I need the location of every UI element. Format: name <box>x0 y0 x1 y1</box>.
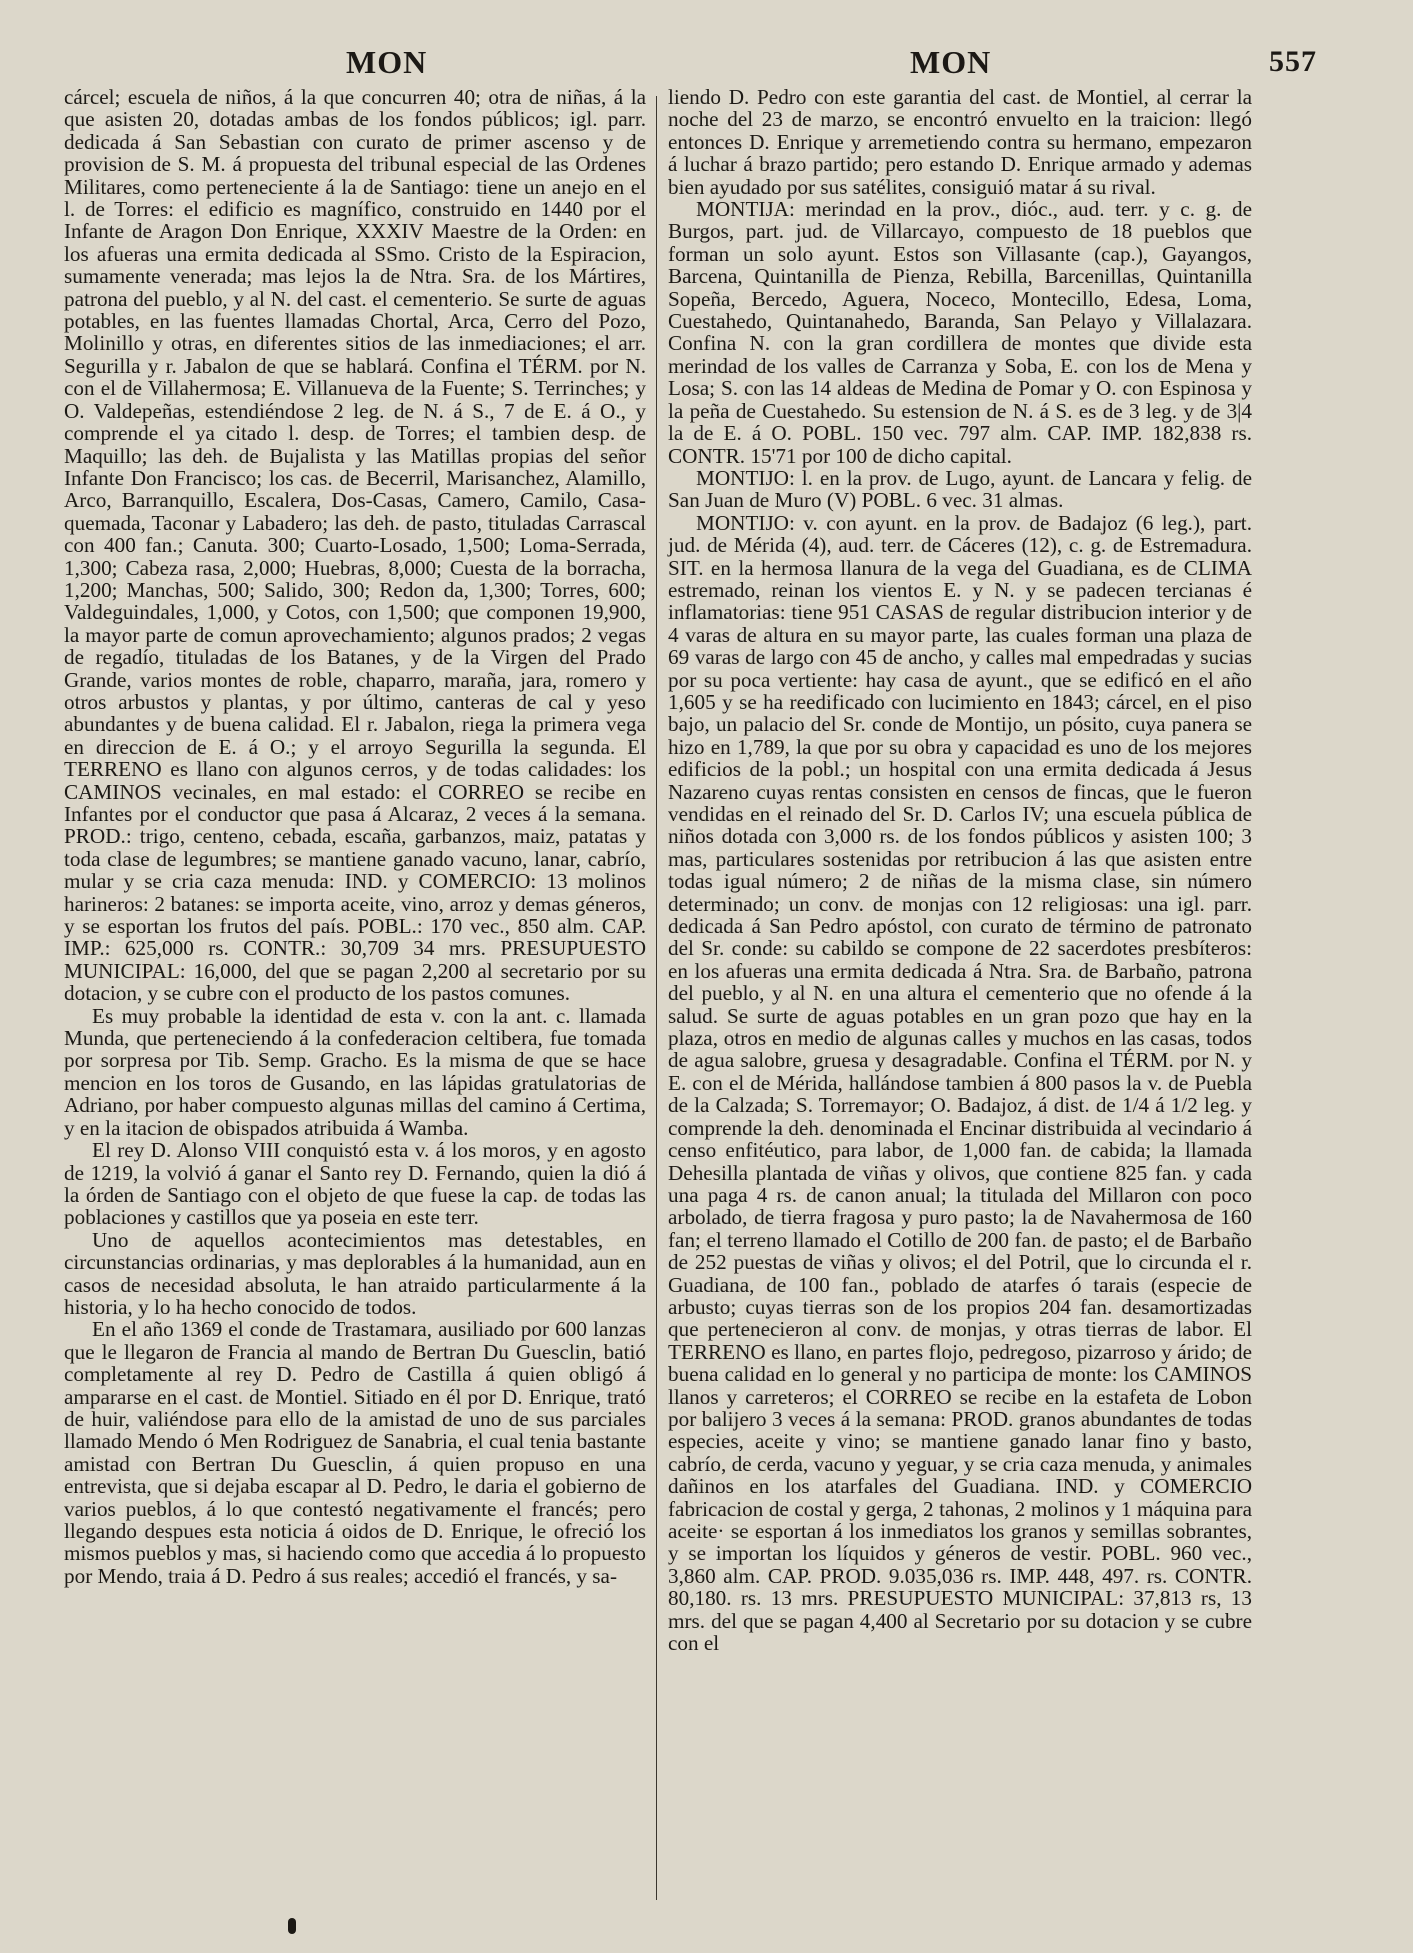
column-divider <box>656 96 657 1900</box>
left-paragraph-3: El rey D. Alonso VIII conquistó esta v. á los moros, y en agosto de 1219, la volvió á ganar el Santo rey D. Fernando, quien la dió á la órden de Santiago con el objeto de que fuese la cap. de todas las poblaciones y castillos que ya poseia en este terr. <box>64 1138 646 1230</box>
right-column <box>668 86 1252 1654</box>
left-paragraph-1: cárcel; escuela de niños, á la que concurren 40; otra de niñas, á la que asisten 20, dotadas ambas de los fondos públicos; igl. parr. dedicada á San Sebastian con curato de primer ascenso y de provision de S. M. á propuesta del tribunal especial de las Ordenes Militares, como perteneciente á la de Santiago: tiene un anejo en el l. de Torres: el edificio es magnífico, construido en 1440 por el Infante de Aragon Don Enrique, XXXIV Maestre de la Orden: en los afueras una ermita dedicada al SSmo. Cristo de la Espiracion, sumamente venerada; mas lejos la de Ntra. Sra. de los Mártires, patrona del pueblo, y al N. del cast. el cementerio. Se surte de aguas potables, en las fuentes llamadas Chortal, Arca, Cerro del Pozo, Molinillo y otras, en diferentes sitios de las inmediaciones; el arr. Segurilla y r. Jabalon de que se hablará. Confina el TÉRM. por N. con el de Villahermosa; E. Villanueva de la Fuente; S. Terrinches; y O. Valdepeñas, estendiéndose 2 leg. de N. á S., 7 de E. á O., y comprende el ya citado l. desp. de Torres; el tambien desp. de Maquillo; las deh. de Bujalista y las Matillas propias del señor Infante Don Francisco; los cas. de Becerril, Marisanchez, Alamillo, Arco, Barranquillo, Escalera, Dos-Casas, Camero, Camilo, Casa-quemada, Taconar y Labadero; las deh. de pasto, tituladas Carrascal con 400 fan.; Canuta. 300; Cuarto-Losado, 1,500; Loma-Serrada, 1,300; Cabeza rasa, 2,000; Huebras, 8,000; Cuesta de la borracha, 1,200; Manchas, 500; Salido, 300; Redon da, 1,300; Torres, 600; Valdeguindales, 1,000, y Cotos, con 1,500; que componen 19,900, la mayor parte de comun aprovechamiento; algunos prados; 2 vegas de regadío, tituladas de los Batanes, y de la Virgen del Prado Grande, varios montes de roble, chaparro, maraña, jara, romero y otros arbustos y plantas, y por último, canteras de cal y yeso abundantes y de buena calidad. El r. Jabalon, riega la primera vega en direccion de E. á O.; y el arroyo Segurilla la segunda. El TERRENO es llano con algunos cerros, y de todas calidades: los CAMINOS vecinales, en mal estado: el CORREO se recibe en Infantes por el conductor que pasa á Alcaraz, 2 veces á la semana. PROD.: trigo, centeno, cebada, escaña, garbanzos, maiz, patatas y toda clase de legumbres; se mantiene ganado vacuno, lanar, cabrío, mular y se cria caza menuda: IND. y COMERCIO: 13 molinos harineros: 2 batanes: se importa aceite, vino, arroz y demas géneros, y se esportan los frutos del país. POBL.: 170 vec., 850 alm. CAP. IMP.: 625,000 rs. CONTR.: 30,709 34 mrs. PRESUPUESTO MUNICIPAL: 16,000, del que se pagan 2,200 al secretario por su dotacion, y se cubre con el producto de los pastos comunes. <box>64 85 646 1006</box>
left-paragraph-4: Uno de aquellos acontecimientos mas detestables, en circunstancias ordinarias, y mas deplorables á la humanidad, aun en casos de necesidad absoluta, le han atraido particularmente á la historia, y lo ha hecho conocido de todos. <box>64 1227 646 1319</box>
left-paragraph-5: En el año 1369 el conde de Trastamara, ausiliado por 600 lanzas que le llegaron de Francia al mando de Bertran Du Guesclin, batió completamente al rey D. Pedro de Castilla á quien obligó á ampararse en el cast. de Montiel. Sitiado en él por D. Enrique, trató de huir, valiéndose para ello de la amistad de uno de sus parciales llamado Mendo ó Men Rodriguez de Sanabria, el cual tenia bastante amistad con Bertran Du Guesclin, á quien propuso en una entrevista, que si dejaba escapar al D. Pedro, le daria el gobierno de varios pueblos, á lo que contestó negativamente el francés; pero llegando despues esta noticia á oidos de D. Enrique, le ofreció los mismos pueblos y mas, si haciendo como que accedia á lo propuesto por Mendo, traia á D. Pedro á sus reales; accedió el francés, y sa- <box>64 1317 646 1588</box>
ink-blot <box>288 1918 296 1934</box>
running-head-left: MON <box>346 44 428 80</box>
right-paragraph-1: liendo D. Pedro con este garantia del cast. de Montiel, al cerrar la noche del 23 de marzo, se encontró envuelto en la traicion: llegó entonces D. Enrique y arremetiendo contra su hermano, empezaron á luchar á brazo partido; pero estando D. Enrique armado y ademas bien ayudado por sus satélites, consiguió matar á su rival. <box>668 85 1252 199</box>
entry-montijo-lugo: MONTIJO: l. en la prov. de Lugo, ayunt. de Lancara y felig. de San Juan de Muro (V) POBL. 6 vec. 31 almas. <box>668 465 1252 513</box>
left-column <box>64 86 646 1587</box>
entry-montijo-badajoz: MONTIJO: v. con ayunt. en la prov. de Badajoz (6 leg.), part. jud. de Mérida (4), aud. terr. de Cáceres (12), c. g. de Estremadura. SIT. en la hermosa llanura de la vega del Guadiana, es de CLIMA estremado, reinan los vientos E. y N. y se padecen tercianas é inflamatorias: tiene 951 CASAS de regular distribucion interior y de 4 varas de altura en su mayor parte, las cuales forman una plaza de 69 varas de largo con 45 de ancho, y calles mal empedradas y sucias por su poca vertiente: hay casa de ayunt., que se edificó en el año 1,605 y se ha reedificado con lucimiento en 1843; cárcel, en el piso bajo, un palacio del Sr. conde de Montijo, un pósito, cuya panera se hizo en 1,789, la que por su obra y capacidad es uno de los mejores edificios de la pobl.; un hospital con una ermita dedicada á Jesus Nazareno cuyas rentas consisten en censos de fincas, que le fueron vendidas en el reinado del Sr. D. Carlos IV; una escuela pública de niños dotada con 3,000 rs. de los fondos públicos y asisten 100; 3 mas, particulares sostenidas por retribucion á las que asisten entre todas igual número; 2 de niñas de la misma clase, sin número determinado; un conv. de monjas con 12 religiosas: una igl. parr. dedicada á San Pedro apóstol, con curato de término de patronato del Sr. conde: su cabildo se compone de 22 sacerdotes presbíteros: en los afueras una ermita dedicada á Ntra. Sra. de Barbaño, patrona del pueblo, y al N. en una altura el cementerio que no ofende á la salud. Se surte de aguas potables en un gran pozo que hay en la plaza, otros en medio de algunas calles y muchos en las casas, todos de agua salobre, gruesa y desagradable. Confina el TÉRM. por N. y E. con el de Mérida, hallándose tambien á 800 pasos la v. de Puebla de la Calzada; S. Torremayor; O. Badajoz, á dist. de 1/4 á 1/2 leg. y comprende la deh. denominada el Encinar distribuida al vecindario á censo enfitéutico, para labor, de 1,000 fan. de cabida; la llamada Dehesilla plantada de viñas y olivos, que contiene 825 fan. y cada una paga 4 rs. de canon anual; la titulada del Millaron con poco arbolado, de tierra fragosa y puro pasto; la de Navahermosa de 160 fan; el terreno llamado el Cotillo de 200 fan. de pasto; el de Barbaño de 252 puestas de viñas y olivos; el del Potril, que lo circunda el r. Guadiana, de 100 fan., poblado de atarfes ó tarais (especie de arbusto; cuyas tierras son de los propios 204 fan. desamortizadas que pertenecieron al conv. de monjas, y otras tierras de labor. El TERRENO es llano, en partes flojo, pedregoso, pizarroso y árido; de buena calidad en lo general y no participa de monte: los CAMINOS llanos y carreteros; el CORREO se recibe en la estafeta de Lobon por balijero 3 veces á la semana: PROD. granos abundantes de todas especies, aceite y vino; se mantiene ganado lanar fino y basto, cabrío, de cerda, vacuno y yeguar, y se cria caza menuda, y animales dañinos en los atarfales del Guadiana. IND. y COMERCIO fabricacion de costal y gerga, 2 tahonas, 2 molinos y 1 máquina para aceite· se esportan á los inmediatos los granos y semillas sobrantes, y se importan los líquidos y géneros de vestir. POBL. 960 vec., 3,860 alm. CAP. PROD. 9.035,036 rs. IMP. 448, 497. rs. CONTR. 80,180. rs. 13 mrs. PRESUPUESTO MUNICIPAL: 37,813 rs, 13 mrs. del que se pagan 4,400 al Secretario por su dotacion y se cubre con el <box>668 510 1252 1656</box>
entry-montija: MONTIJA: merindad en la prov., dióc., aud. terr. y c. g. de Burgos, part. jud. de Villarcayo, compuesto de 18 pueblos que forman un solo ayunt. Estos son Villasante (cap.), Gayangos, Barcena, Quintanilla de Pienza, Rebilla, Barcenillas, Quintanilla Sopeña, Bercedo, Aguera, Noceco, Montecillo, Edesa, Loma, Cuestahedo, Quintanahedo, Baranda, San Pelayo y Villalazara. Confina N. con la gran cordillera de montes que divide esta merindad de los valles de Carranza y Soba, E. con los de Mena y Losa; S. con las 14 aldeas de Medina de Pomar y O. con Espinosa y la peña de Cuestahedo. Su estension de N. á S. es de 3 leg. y de 3|4 la de E. á O. POBL. 150 vec. 797 alm. CAP. IMP. 182,838 rs. CONTR. 15'71 por 100 de dicho capital. <box>668 197 1252 468</box>
running-head-center: MON <box>910 44 992 80</box>
page-number: 557 <box>1269 45 1317 78</box>
left-paragraph-2: Es muy probable la identidad de esta v. con la ant. c. llamada Munda, que perteneciendo á la confederacion celtibera, fue tomada por sorpresa por Tib. Semp. Gracho. Es la misma de que se hace mencion en los toros de Gusando, en las lápidas gratulatorias de Adriano, por haber compuesto algunas millas del camino á Certima, y en la itacion de obispados atribuida á Wamba. <box>64 1003 646 1140</box>
